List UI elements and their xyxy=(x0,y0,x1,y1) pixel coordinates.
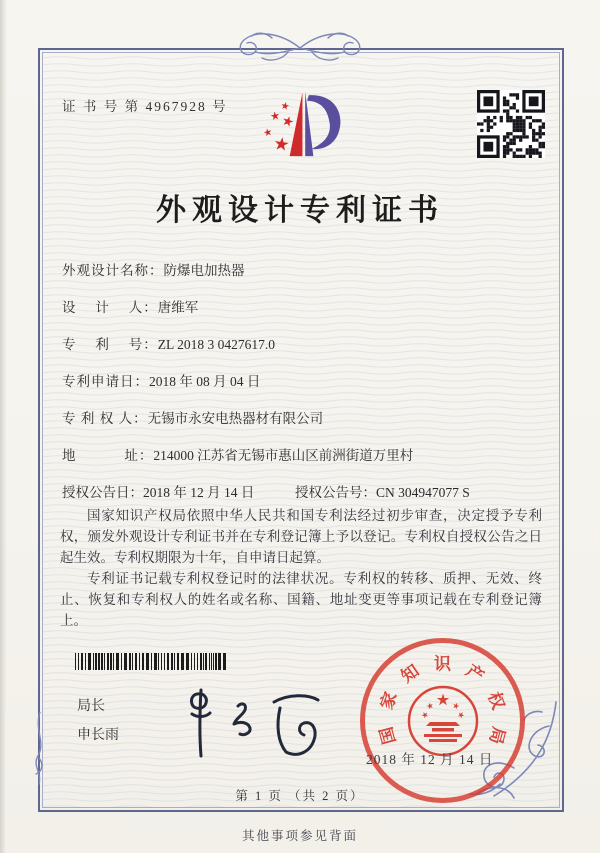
field-label: 地 址： xyxy=(62,448,154,463)
field-value: 214000 江苏省无锡市惠山区前洲街道万里村 xyxy=(153,448,414,463)
page-number: 第 1 页 （共 2 页） xyxy=(235,789,365,803)
field-label: 外观设计名称： xyxy=(62,263,164,278)
scan-page-edge xyxy=(0,0,7,853)
director-title: 局长 xyxy=(77,699,105,714)
legal-paragraph-1: 国家知识产权局依照中华人民共和国专利法经过初步审查，决定授予专利权，颁发外观设计专利证书并在专利登记簿上予以登记。专利权自授权公告之日起生效。专利权期限为十年，自申请日起算。 xyxy=(60,508,542,565)
seal-ring-char: 识 xyxy=(434,654,451,673)
reverse-side-note: 其他事项参见背面 xyxy=(241,829,358,843)
field-patent-number xyxy=(62,326,542,363)
field-patentee xyxy=(62,400,542,437)
left-flourish-ornament xyxy=(30,712,52,790)
grant-date-label: 授权公告日： xyxy=(62,485,143,500)
barcode-icon xyxy=(75,653,227,670)
grant-no-value: CN 304947077 S xyxy=(376,485,470,500)
field-address xyxy=(62,437,542,474)
field-label: 专 利 号： xyxy=(62,337,158,352)
certificate-title: 外观设计专利证书 xyxy=(156,194,444,227)
national-emblem-icon xyxy=(406,684,480,758)
field-design-name xyxy=(62,252,542,289)
field-value: 无锡市永安电热器材有限公司 xyxy=(147,411,324,426)
grant-no-label: 授权公告号： xyxy=(295,485,376,500)
director-block xyxy=(77,692,119,750)
director-name: 申长雨 xyxy=(77,728,119,743)
field-list xyxy=(62,252,542,474)
seal-ring-char: 知 xyxy=(397,661,423,687)
seal-ring-char: 家 xyxy=(377,689,401,713)
top-flourish-ornament xyxy=(208,26,392,70)
legal-paragraph-2: 专利证书记载专利权登记时的法律状况。专利权的转移、质押、无效、终止、恢复和专利权人的姓名或名称、国籍、地址变更等事项记载在专利登记簿上。 xyxy=(60,571,542,628)
legal-text xyxy=(60,505,542,631)
field-application-date xyxy=(62,363,542,400)
cnipa-logo-icon xyxy=(234,86,380,168)
field-label: 设 计 人： xyxy=(62,300,158,315)
seal-ring-char: 产 xyxy=(462,661,488,687)
qr-code-icon xyxy=(477,90,545,158)
certificate-number: 证 书 号 第 4967928 号 xyxy=(62,99,228,114)
field-value: 防爆电加热器 xyxy=(163,263,245,278)
seal-ring-char: 权 xyxy=(484,689,508,713)
official-seal xyxy=(360,638,525,803)
grant-date-value: 2018 年 12 月 14 日 xyxy=(143,485,255,500)
director-signature xyxy=(170,684,330,764)
seal-ring-char: 局 xyxy=(486,724,509,746)
field-value: 2018 年 08 月 04 日 xyxy=(149,374,261,389)
field-label: 专利申请日： xyxy=(62,374,149,389)
seal-ring-char: 国 xyxy=(376,724,399,746)
field-label: 专 利 权 人： xyxy=(62,411,148,426)
field-value: 唐维军 xyxy=(157,300,199,315)
field-value: ZL 2018 3 0427617.0 xyxy=(157,337,275,352)
seal-date: 2018 年 12 月 14 日 xyxy=(366,752,494,767)
field-designer xyxy=(62,289,542,326)
